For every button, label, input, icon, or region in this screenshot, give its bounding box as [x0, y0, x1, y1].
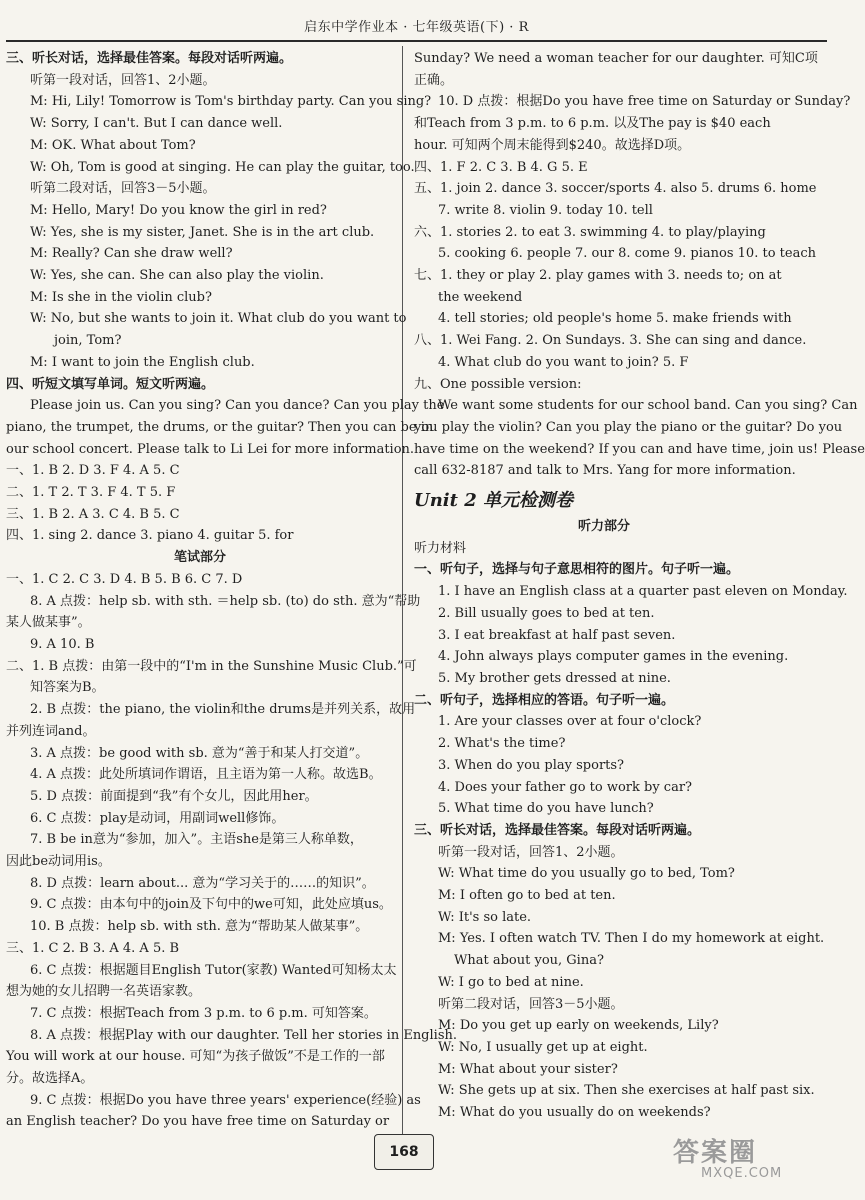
- right-line: 和Teach from 3 p.m. to 6 p.m. 以及The pay is $40 each: [414, 116, 771, 132]
- left-line: M: Hello, Mary! Do you know the girl in red?: [30, 202, 327, 218]
- right-line: 3. When do you play sports?: [438, 757, 625, 773]
- right-line: the weekend: [438, 289, 523, 305]
- left-line: 9. C 点拨：根据Do you have three years' experience(经验) as: [30, 1092, 421, 1108]
- right-line: We want some students for our school band. Can you sing? Can: [438, 398, 858, 414]
- right-line: 1. I have an English class at a quarter past eleven on Monday.: [438, 584, 848, 600]
- left-line: M: Really? Can she draw well?: [30, 246, 233, 262]
- right-line: 二、听句子，选择相应的答语。句子听一遍。: [414, 692, 675, 708]
- left-line: M: I want to join the English club.: [30, 354, 255, 370]
- right-line: M: Yes. I often watch TV. Then I do my homework at eight.: [438, 931, 825, 947]
- left-line: W: Sorry, I can't. But I can dance well.: [30, 116, 283, 132]
- header-title: 启东中学作业本 · 七年级英语(下) · R: [304, 20, 529, 35]
- header-rule: [6, 40, 827, 42]
- right-line: M: Do you get up early on weekends, Lily?: [438, 1018, 719, 1034]
- right-line: 4. Does your father go to work by car?: [438, 779, 693, 795]
- right-line: W: No, I usually get up at eight.: [438, 1039, 648, 1055]
- left-line: 某人做某事”。: [6, 615, 91, 631]
- right-line: 5. cooking 6. people 7. our 8. come 9. pianos 10. to teach: [438, 246, 816, 262]
- page-number: 168: [374, 1134, 434, 1170]
- right-line: Sunday? We need a woman teacher for our daughter. 可知C项: [414, 51, 818, 66]
- right-line: you play the violin? Can you play the piano or the guitar? Do you: [414, 419, 843, 435]
- left-line: 听第二段对话，回答3－5小题。: [30, 181, 216, 197]
- left-line: 6. C 点拨：根据题目English Tutor(家教) Wanted可知杨太太: [30, 962, 397, 978]
- left-line: 3. A 点拨：be good with sb. 意为“善于和某人打交道”。: [30, 745, 369, 761]
- left-line: 7. C 点拨：根据Teach from 3 p.m. to 6 p.m. 可知答案。: [30, 1005, 377, 1021]
- left-line: 4. A 点拨：此处所填词作谓语，且主语为第一人称。故选B。: [30, 767, 382, 783]
- left-line: 四、1. sing 2. dance 3. piano 4. guitar 5. for: [6, 528, 294, 544]
- unit-heading: Unit 2 单元检测卷: [414, 490, 573, 512]
- left-line: 8. A 点拨：help sb. with sth. ＝help sb. (to) do sth. 意为“帮助: [30, 593, 421, 609]
- left-line: 7. B be in意为“参加，加入”。主语she是第三人称单数，: [30, 832, 363, 848]
- left-line: M: Is she in the violin club?: [30, 289, 212, 305]
- right-line: W: It's so late.: [438, 909, 532, 925]
- left-line: W: Yes, she is my sister, Janet. She is in the art club.: [30, 224, 375, 240]
- right-line: 六、1. stories 2. to eat 3. swimming 4. to play/playing: [414, 224, 766, 240]
- left-line: 5. D 点拨：前面提到“我”有个女儿，因此用her。: [30, 788, 318, 804]
- right-line: 10. D 点拨：根据Do you have free time on Saturday or Sunday?: [438, 94, 851, 110]
- left-line: 因此be动词用is。: [6, 854, 111, 870]
- watermark-url: MXQE.COM: [701, 1166, 783, 1181]
- right-line: 7. write 8. violin 9. today 10. tell: [438, 202, 653, 218]
- left-line: 9. C 点拨：由本句中的join及下句中的we可知，此处应填us。: [30, 897, 392, 913]
- right-line: 3. I eat breakfast at half past seven.: [438, 627, 676, 643]
- right-line: 2. Bill usually goes to bed at ten.: [438, 605, 655, 621]
- left-line: M: Hi, Lily! Tomorrow is Tom's birthday party. Can you sing?: [30, 94, 432, 110]
- left-line: 8. D 点拨：learn about... 意为“学习关于的……的知识”。: [30, 875, 375, 891]
- right-line: 听力材料: [414, 540, 467, 556]
- right-line: M: What do you usually do on weekends?: [438, 1105, 711, 1121]
- right-line: 九、One possible version:: [414, 376, 582, 392]
- left-line: 知答案为B。: [30, 680, 105, 696]
- right-line: 听第一段对话，回答1、2小题。: [438, 844, 624, 860]
- left-line: 10. B 点拨：help sb. with sth. 意为“帮助某人做某事”。: [30, 919, 369, 935]
- right-line: 5. What time do you have lunch?: [438, 801, 654, 817]
- left-line: 三、1. B 2. A 3. C 4. B 5. C: [6, 506, 180, 522]
- left-line: 并列连词and。: [6, 723, 96, 739]
- right-line: 2. What's the time?: [438, 736, 566, 752]
- left-line: W: Yes, she can. She can also play the violin.: [30, 268, 324, 284]
- right-line: 听第二段对话，回答3－5小题。: [438, 996, 624, 1012]
- right-line: M: What about your sister?: [438, 1061, 618, 1077]
- left-line: Please join us. Can you sing? Can you dance? Can you play the: [30, 398, 445, 414]
- left-line: 四、听短文填写单词。短文听两遍。: [6, 376, 215, 392]
- right-line: 5. My brother gets dressed at nine.: [438, 670, 671, 686]
- left-line: 9. A 10. B: [30, 636, 95, 652]
- left-line: W: Oh, Tom is good at singing. He can play the guitar, too.: [30, 159, 415, 175]
- left-line: 6. C 点拨：play是动词，用副词well修饰。: [30, 810, 285, 826]
- left-line: 分。故选择A。: [6, 1071, 94, 1087]
- left-line: 一、1. C 2. C 3. D 4. B 5. B 6. C 7. D: [6, 571, 243, 587]
- right-line: 正确。: [414, 72, 454, 88]
- right-column: [414, 48, 865, 1124]
- right-line: 1. Are your classes over at four o'clock?: [438, 714, 702, 730]
- left-line: 一、1. B 2. D 3. F 4. A 5. C: [6, 463, 180, 479]
- right-line: 4. tell stories; old people's home 5. make friends with: [438, 311, 792, 327]
- watermark-text: 答案圈: [673, 1138, 758, 1168]
- right-line: 七、1. they or play 2. play games with 3. needs to; on at: [414, 268, 782, 284]
- left-line: 8. A 点拨：根据Play with our daughter. Tell her stories in English.: [30, 1027, 458, 1043]
- left-line: piano, the trumpet, the drums, or the guitar? Then you can be in: [6, 419, 434, 435]
- left-line: 听第一段对话，回答1、2小题。: [30, 72, 216, 88]
- section-title: 听力部分: [577, 519, 630, 535]
- page-header: [0, 0, 833, 46]
- left-line: M: OK. What about Tom?: [30, 137, 196, 153]
- right-line: W: What time do you usually go to bed, Tom?: [438, 866, 735, 882]
- right-line: W: She gets up at six. Then she exercises at half past six.: [438, 1083, 815, 1099]
- left-line: 二、1. T 2. T 3. F 4. T 5. F: [6, 485, 176, 501]
- right-line: W: I go to bed at nine.: [438, 974, 584, 990]
- section-title: 笔试部分: [173, 550, 226, 566]
- right-line: 五、1. join 2. dance 3. soccer/sports 4. also 5. drums 6. home: [414, 181, 817, 197]
- right-line: 一、听句子，选择与句子意思相符的图片。句子听一遍。: [414, 562, 740, 578]
- left-line: 三、听长对话，选择最佳答案。每段对话听两遍。: [6, 51, 293, 66]
- right-line: 三、听长对话，选择最佳答案。每段对话听两遍。: [414, 822, 701, 838]
- left-line: 想为她的女儿招聘一名英语家教。: [6, 984, 202, 1000]
- watermark-logo: [673, 1132, 823, 1190]
- left-line: 2. B 点拨：the piano, the violin和the drums是并列关系，故用: [30, 702, 416, 718]
- right-line: 八、1. Wei Fang. 2. On Sundays. 3. She can sing and dance.: [414, 333, 807, 349]
- right-line: 4. What club do you want to join? 5. F: [438, 354, 689, 370]
- right-line: have time on the weekend? If you can and have time, join us! Please: [414, 441, 865, 457]
- right-line: call 632-8187 and talk to Mrs. Yang for more information.: [414, 463, 796, 479]
- left-line: You will work at our house. 可知“为孩子做饭”不是工作的一部: [6, 1049, 385, 1065]
- left-line: 三、1. C 2. B 3. A 4. A 5. B: [6, 940, 180, 956]
- right-line: What about you, Gina?: [454, 953, 604, 969]
- right-line: hour. 可知两个周末能得到$240。故选择D项。: [414, 137, 691, 153]
- left-line: an English teacher? Do you have free time on Saturday or: [6, 1114, 390, 1130]
- right-line: 四、1. F 2. C 3. B 4. G 5. E: [414, 159, 588, 175]
- right-line: 4. John always plays computer games in the evening.: [438, 649, 789, 665]
- left-line: join, Tom?: [54, 333, 122, 349]
- right-line: M: I often go to bed at ten.: [438, 888, 616, 904]
- left-line: 二、1. B 点拨：由第一段中的“I'm in the Sunshine Music Club.”可: [6, 658, 417, 674]
- left-line: W: No, but she wants to join it. What club do you want to: [30, 311, 407, 327]
- left-line: our school concert. Please talk to Li Lei for more information.: [6, 441, 415, 457]
